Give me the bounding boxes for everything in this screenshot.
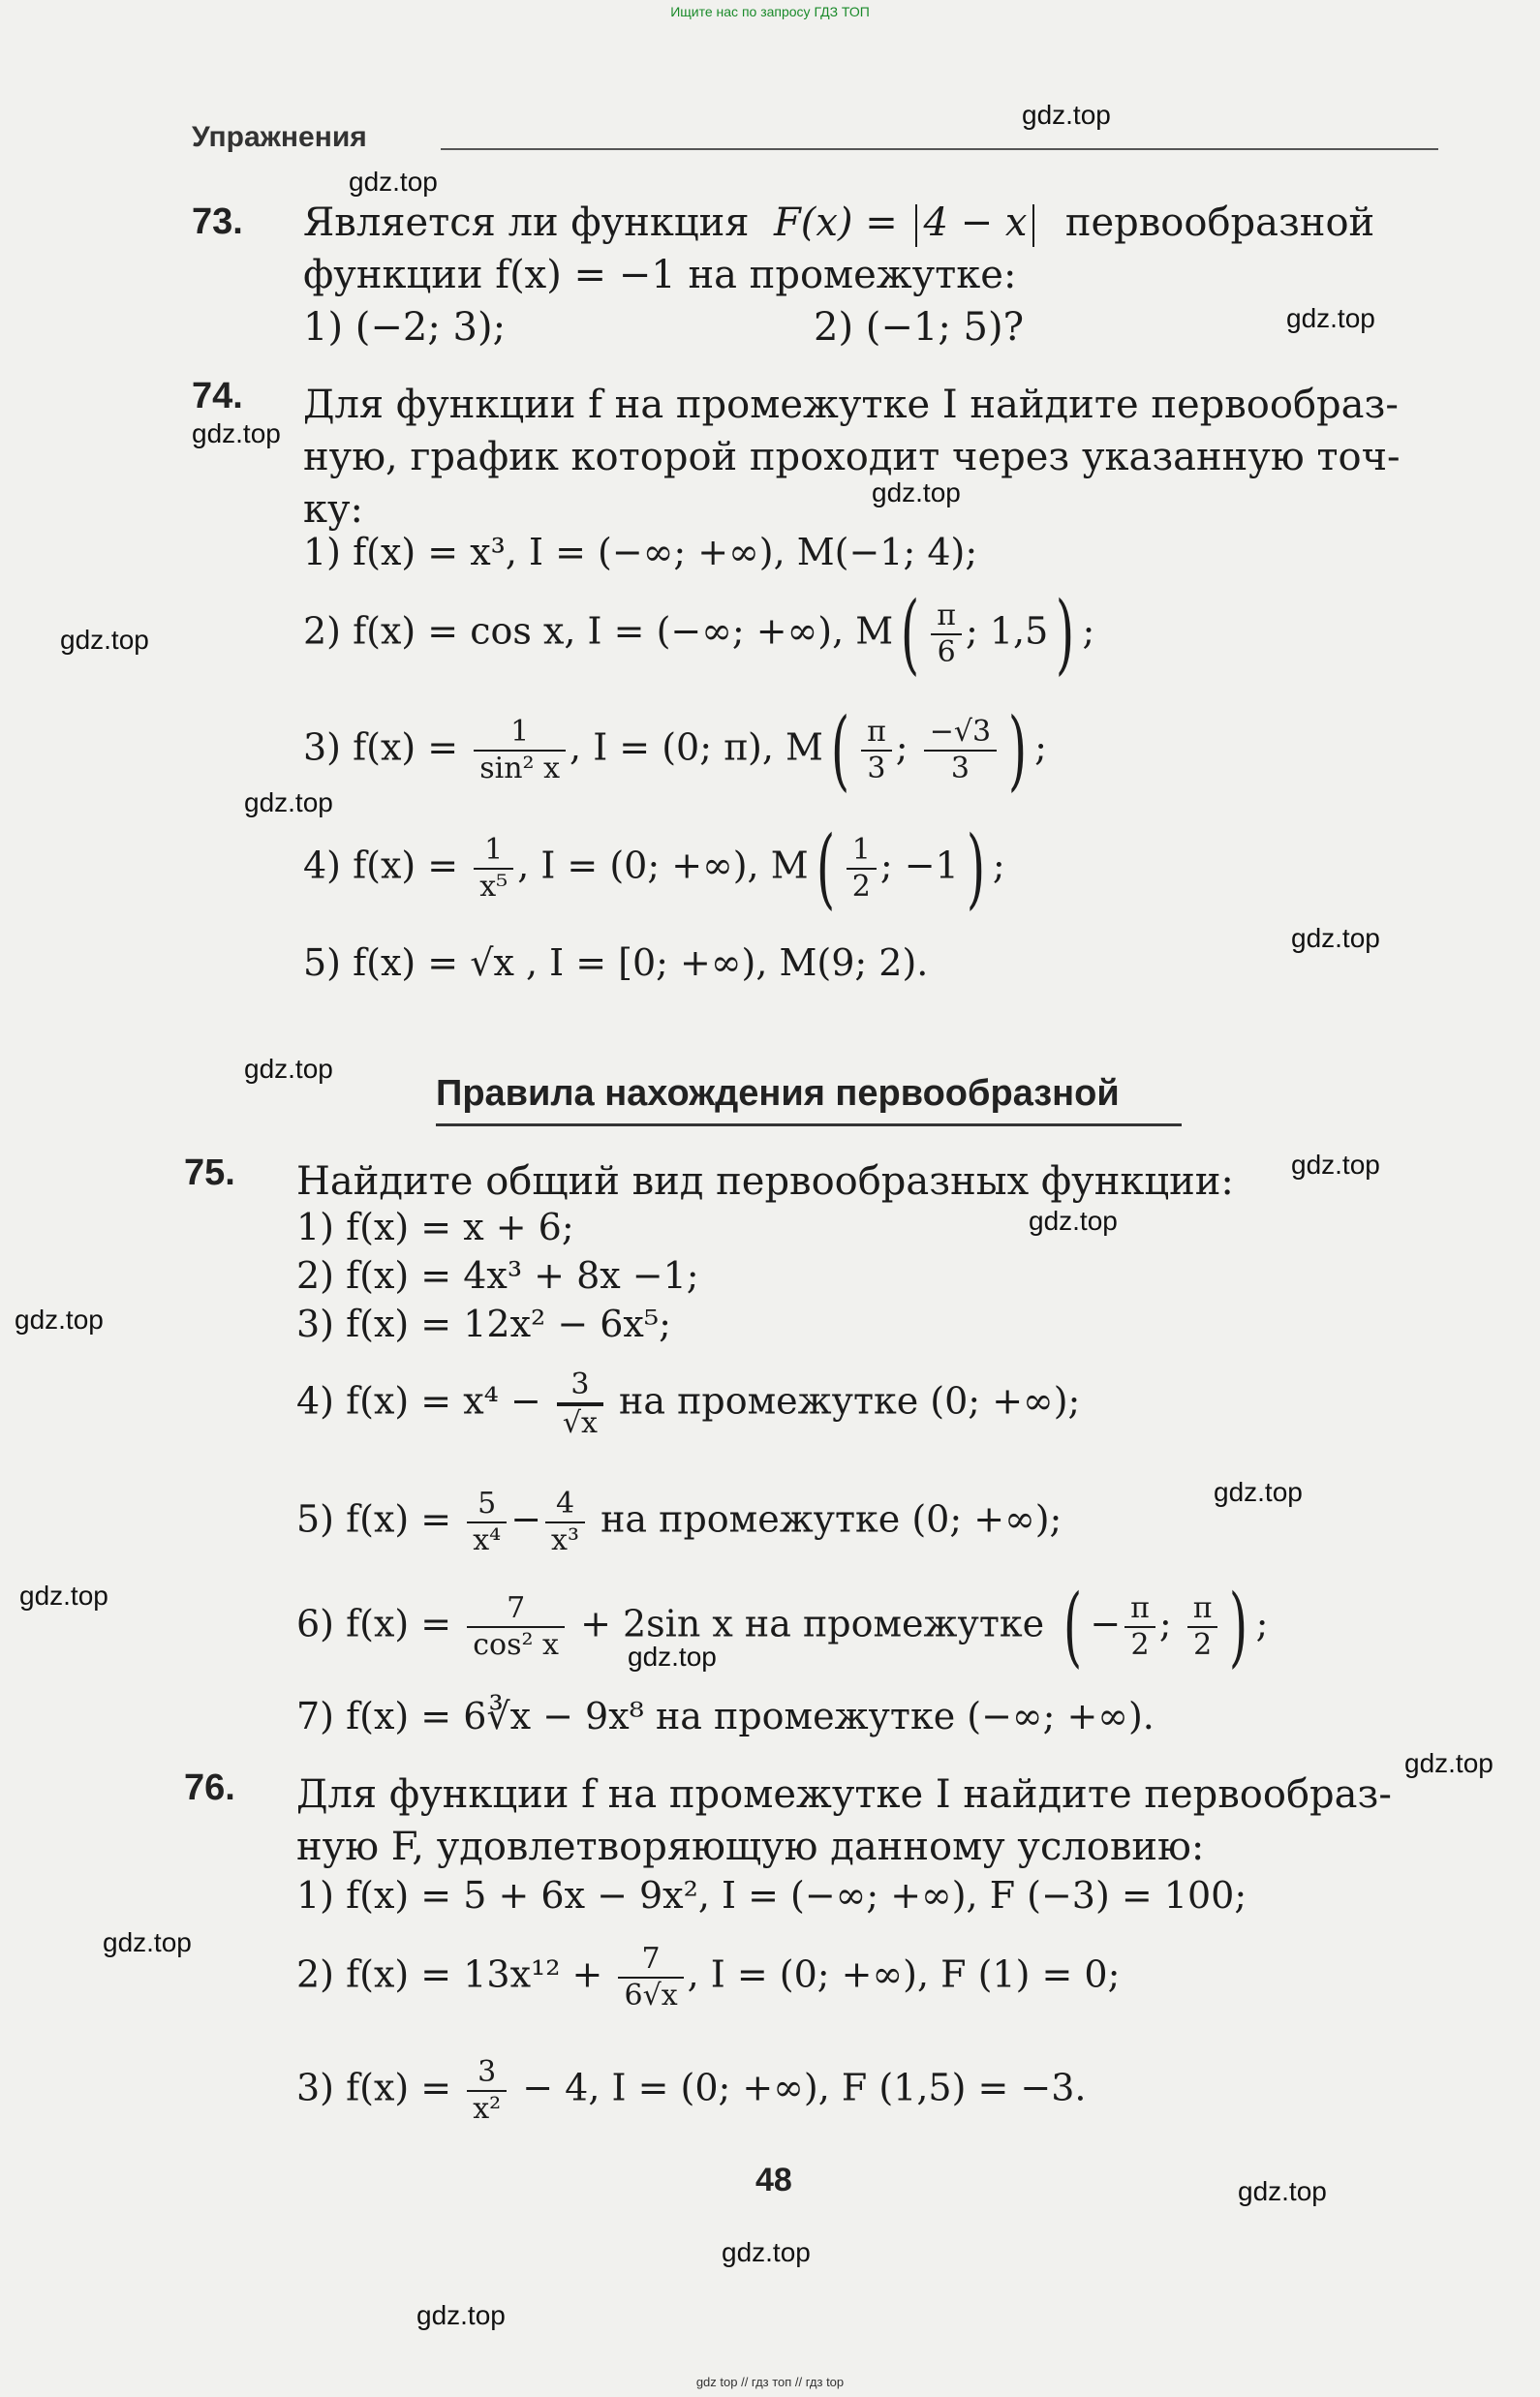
exercise-text: ную, график которой проходит через указанную точ- <box>303 435 1401 479</box>
watermark: gdz.top <box>244 1054 333 1084</box>
fraction: $\frac{7}{\text{cos² x}}$ <box>467 1591 565 1663</box>
fraction: $\frac{3}{√x}$ <box>557 1368 603 1441</box>
item: 3) f(x) = $\frac{3}{\text{x²}}$ − 4, I = (0; +∞), F (1,5) = −3. <box>296 2055 1087 2126</box>
item: 5) f(x) = √x , I = [0; +∞), M(9; 2). <box>303 941 929 984</box>
exercise-number: 75. <box>184 1152 235 1193</box>
abs-bar <box>915 204 917 247</box>
item: 2) f(x) = 4x³ + 8x −1; <box>296 1254 699 1297</box>
item: 5) f(x) = $\frac{5}{\text{x⁴}}$ − $\frac{4}{\text{x³}}$ на промежутке (0; +∞); <box>296 1487 1063 1557</box>
fraction: $\frac{\pi}{2}$ <box>1124 1591 1155 1663</box>
fraction: $\frac{\pi}{2}$ <box>1187 1591 1218 1663</box>
item: 2) f(x) = cos x, I = (−∞; +∞), M( $\frac{\pi}{6}$ ; 1,5) ; <box>303 583 1095 685</box>
fraction: $\frac{1}{\text{x⁵}}$ <box>474 833 513 905</box>
fraction: $\frac{-√3}{3}$ <box>924 715 997 786</box>
watermark: gdz.top <box>416 2300 506 2330</box>
fraction: $\frac{7}{6√x}$ <box>618 1942 683 2013</box>
item: 1) f(x) = x³, I = (−∞; +∞), M(−1; 4); <box>303 531 978 573</box>
abs-bar <box>1032 204 1034 247</box>
watermark: gdz.top <box>1404 1748 1494 1778</box>
fraction: $\frac{5}{\text{x⁴}}$ <box>467 1487 507 1558</box>
exercise-number: 74. <box>192 376 243 416</box>
item: 3) f(x) = $\frac{1}{\text{sin² x}}$ , I = (0; π), M( $\frac{\pi}{3}$ ; $\frac{-√3}{3}$ ) ; <box>303 699 1047 801</box>
watermark: gdz.top <box>628 1642 717 1672</box>
watermark: gdz.top <box>1291 1150 1380 1180</box>
fraction: $\frac{\pi}{6}$ <box>931 599 962 670</box>
watermark: gdz.top <box>60 625 149 655</box>
watermark: gdz.top <box>192 418 281 448</box>
header-rule <box>441 148 1438 150</box>
watermark: gdz.top <box>1238 2176 1327 2206</box>
watermark: gdz.top <box>722 2237 811 2267</box>
watermark: gdz.top <box>15 1305 104 1335</box>
watermark: gdz.top <box>19 1581 108 1611</box>
watermark: gdz.top <box>244 787 333 817</box>
option: 2) (−1; 5)? <box>814 305 1025 350</box>
exercise-number: 73. <box>192 201 243 242</box>
exercise-text: Для функции f на промежутке I найдите первообраз- <box>296 1772 1392 1817</box>
watermark: gdz.top <box>1286 303 1375 333</box>
bottom-note: gdz top // гдз топ // гдз top <box>695 2375 845 2389</box>
item: 2) f(x) = 13x¹² + $\frac{7}{6√x}$ , I = (0; +∞), F (1) = 0; <box>296 1942 1121 2013</box>
exercise-text: Является ли функция F(x) = 4 − x первообразной <box>303 200 1375 245</box>
fraction: $\frac{3}{\text{x²}}$ <box>467 2055 507 2127</box>
exercise-text: ку: <box>303 487 364 532</box>
item: 7) f(x) = 6∛x − 9x⁸ на промежутке (−∞; +∞). <box>296 1695 1155 1737</box>
item: 4) f(x) = $\frac{1}{\text{x⁵}}$ , I = (0; +∞), M( $\frac{1}{2}$ ; −1) ; <box>303 817 1005 919</box>
watermark: gdz.top <box>349 167 438 197</box>
exercise-text: функции f(x) = −1 на промежутке: <box>303 253 1017 297</box>
fraction: $\frac{\pi}{3}$ <box>861 715 892 786</box>
watermark: gdz.top <box>1029 1206 1118 1236</box>
item: 6) f(x) = $\frac{7}{\text{cos² x}}$ + 2sin x на промежутке ( − $\frac{\pi}{2}$ ; $\frac{\pi}{2}$ ) ; <box>296 1576 1269 1677</box>
fraction: $\frac{1}{\text{sin² x}}$ <box>474 715 566 786</box>
exercise-number: 76. <box>184 1767 235 1808</box>
item: 1) f(x) = 5 + 6x − 9x², I = (−∞; +∞), F (−3) = 100; <box>296 1874 1247 1917</box>
option: 1) (−2; 3); <box>303 305 507 350</box>
section-heading: Правила нахождения первообразной <box>436 1073 1120 1114</box>
watermark: gdz.top <box>1291 923 1380 953</box>
item: 1) f(x) = x + 6; <box>296 1206 574 1248</box>
page-number: 48 <box>755 2162 792 2198</box>
watermark: gdz.top <box>103 1927 192 1957</box>
section-header: Упражнения <box>192 121 367 153</box>
item: 4) f(x) = x⁴ − $\frac{3}{√x}$ на промежутке (0; +∞); <box>296 1368 1081 1440</box>
watermark: gdz.top <box>1214 1477 1303 1507</box>
fraction: $\frac{1}{2}$ <box>847 833 877 905</box>
watermark: gdz.top <box>872 477 961 507</box>
fraction: $\frac{4}{\text{x³}}$ <box>545 1487 585 1558</box>
watermark: gdz.top <box>1022 100 1111 130</box>
exercise-text: ную F, удовлетворяющую данному условию: <box>296 1825 1205 1869</box>
exercise-text: Для функции f на промежутке I найдите первообраз- <box>303 383 1399 427</box>
heading-rule <box>436 1123 1182 1126</box>
item: 3) f(x) = 12x² − 6x⁵; <box>296 1303 671 1345</box>
top-note: Ищите нас по запросу ГДЗ ТОП <box>670 4 870 19</box>
exercise-text: Найдите общий вид первообразных функции: <box>296 1159 1234 1204</box>
